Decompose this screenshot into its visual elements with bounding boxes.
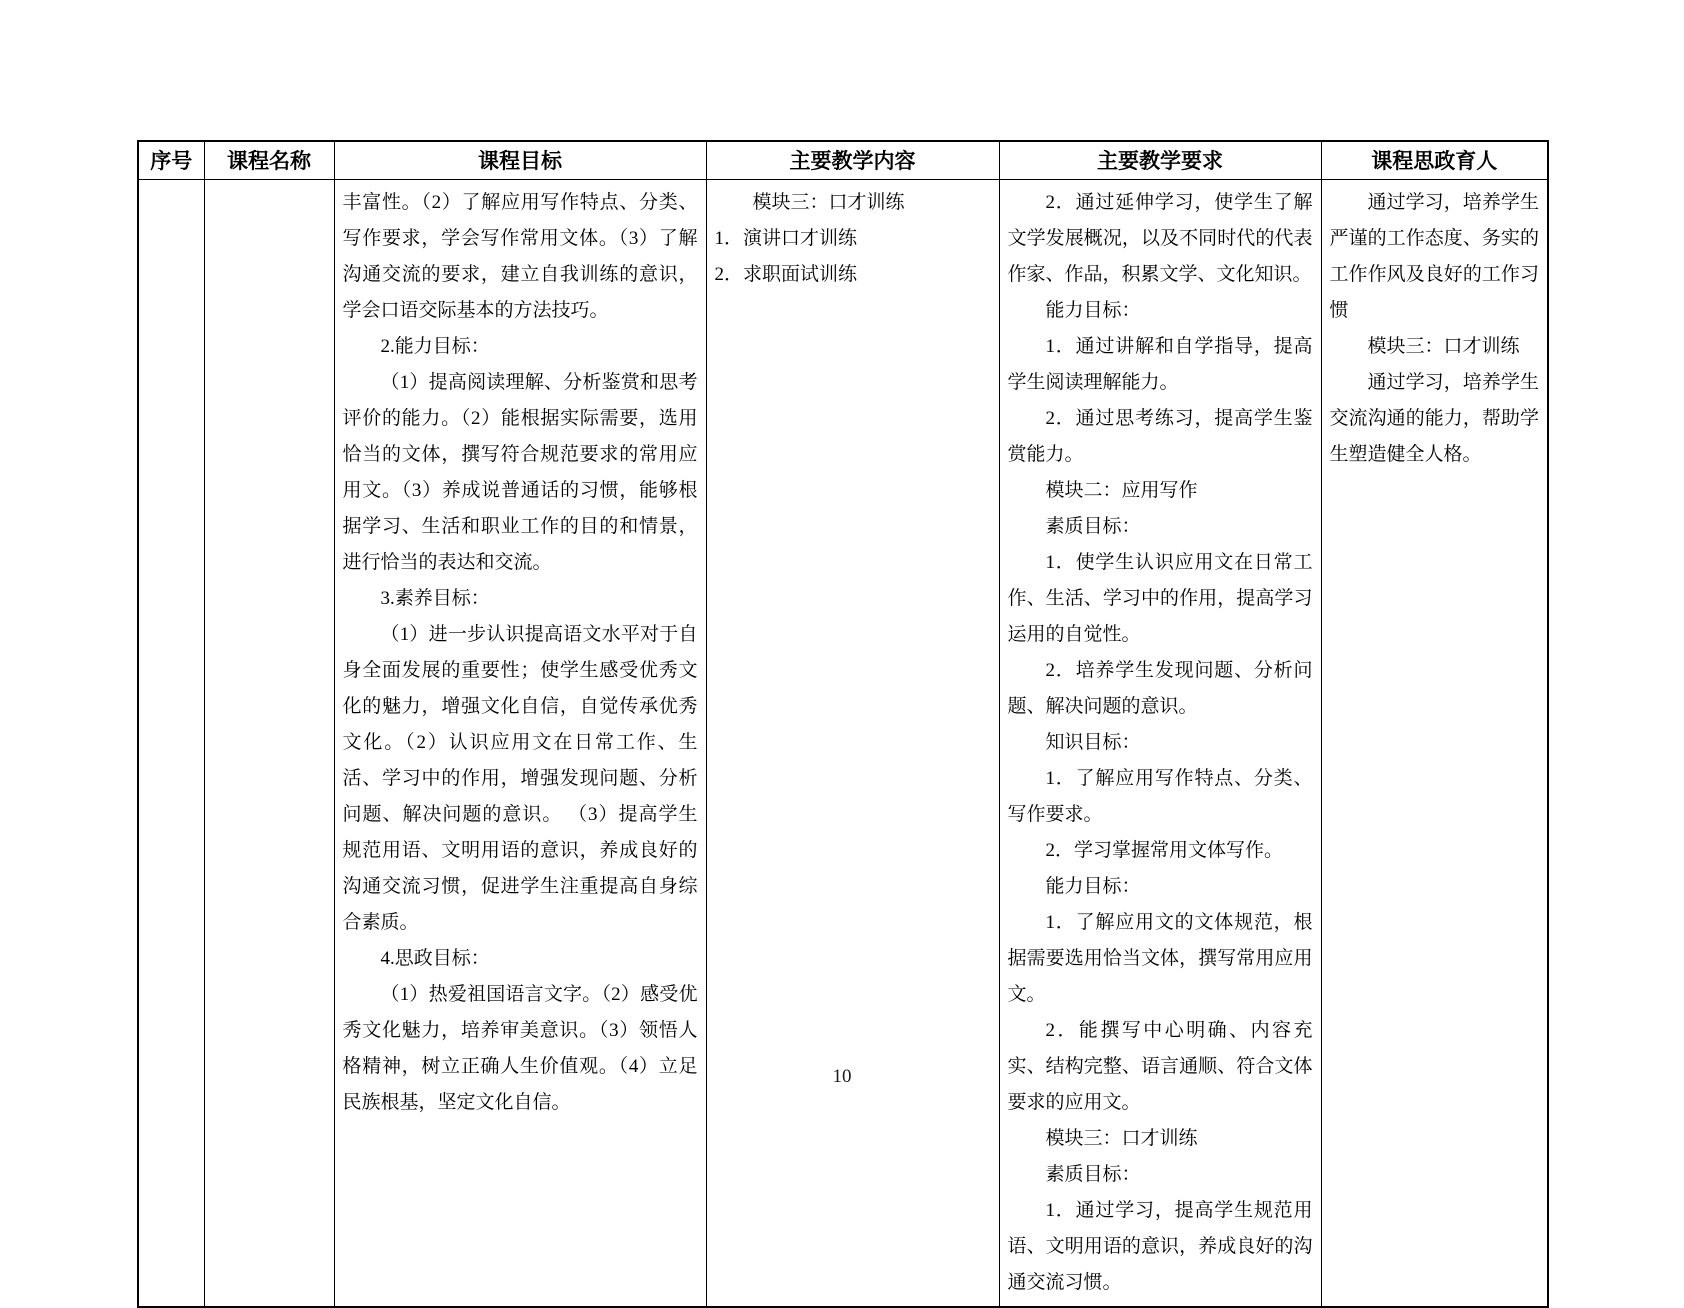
table-row xyxy=(138,179,1548,1307)
cell-course-objectives xyxy=(334,179,706,1307)
cell-serial-number xyxy=(138,179,204,1307)
column-header-ideology-education: 课程思政育人 xyxy=(1321,141,1548,179)
paragraph: 2．能撰写中心明确、内容充实、结构完整、语言通顺、符合文体要求的应用文。 xyxy=(1007,1019,1313,1113)
column-header-teaching-requirements: 主要教学要求 xyxy=(999,141,1321,179)
paragraph: 模块三：口才训练 xyxy=(752,191,905,213)
paragraph: 1．使学生认识应用文在日常工作、生活、学习中的作用，提高学习运用的自觉性。 xyxy=(1007,551,1313,645)
paragraph: 1．通过讲解和自学指导，提高学生阅读理解能力。 xyxy=(1007,335,1313,393)
paragraph: 能力目标： xyxy=(1045,299,1141,321)
paragraph: （1）进一步认识提高语文水平对于自身全面发展的重要性；使学生感受优秀文化的魅力，增强文化自信，自觉传承优秀文化。（2）认识应用文在日常工作、生活、学习中的作用，增强发现问题、分析问题、解决问题的意识。 （3）提高学生规范用语、文明用语的意识，养成良好的沟通交流习惯，促进学生注重提高自身综合素质。 xyxy=(342,623,698,933)
paragraph: 能力目标： xyxy=(1045,875,1141,897)
table-header-row xyxy=(138,141,1548,179)
cell-teaching-content xyxy=(706,179,999,1307)
paragraph: 4.思政目标： xyxy=(380,947,490,969)
paragraph: 知识目标： xyxy=(1045,731,1141,753)
paragraph: 模块三：口才训练 xyxy=(1045,1127,1198,1149)
paragraph: 丰富性。（2）了解应用写作特点、分类、写作要求，学会写作常用文体。（3）了解沟通交流的要求，建立自我训练的意识，学会口语交际基本的方法技巧。 xyxy=(342,191,698,321)
cell-teaching-requirements xyxy=(999,179,1321,1307)
paragraph: 2.能力目标： xyxy=(380,335,490,357)
paragraph: 2．通过思考练习，提高学生鉴赏能力。 xyxy=(1007,407,1313,465)
column-header-course-objectives: 课程目标 xyxy=(334,141,706,179)
column-header-teaching-content: 主要教学内容 xyxy=(706,141,999,179)
paragraph: 2．培养学生发现问题、分析问题、解决问题的意识。 xyxy=(1007,659,1313,717)
page-number: 10 xyxy=(832,1066,852,1087)
paragraph: 素质目标： xyxy=(1045,515,1141,537)
curriculum-table xyxy=(137,140,1549,1308)
paragraph: （1）热爱祖国语言文字。（2）感受优秀文化魅力，培养审美意识。（3）领悟人格精神，树立正确人生价值观。（4）立足民族根基，坚定文化自信。 xyxy=(342,983,698,1113)
paragraph: 1．了解应用写作特点、分类、写作要求。 xyxy=(1007,767,1313,825)
paragraph: 通过学习，培养学生交流沟通的能力，帮助学生塑造健全人格。 xyxy=(1329,371,1539,465)
paragraph: 2．通过延伸学习，使学生了解文学发展概况，以及不同时代的代表作家、作品，积累文学、文化知识。 xyxy=(1007,191,1313,285)
paragraph: 素质目标： xyxy=(1045,1163,1141,1185)
paragraph: 3.素养目标： xyxy=(380,587,490,609)
cell-ideology-education xyxy=(1321,179,1548,1307)
paragraph: （1）提高阅读理解、分析鉴赏和思考评价的能力。（2）能根据实际需要，选用恰当的文体，撰写符合规范要求的常用应用文。（3）养成说普通话的习惯，能够根据学习、生活和职业工作的目的和情景，进行恰当的表达和交流。 xyxy=(342,371,698,573)
paragraph: 1．演讲口才训练 xyxy=(714,227,858,249)
paragraph: 2．学习掌握常用文体写作。 xyxy=(1045,839,1284,861)
paragraph: 模块二：应用写作 xyxy=(1045,479,1198,501)
paragraph: 2．求职面试训练 xyxy=(714,263,858,285)
column-header-course-name: 课程名称 xyxy=(204,141,334,179)
paragraph: 模块三：口才训练 xyxy=(1367,335,1520,357)
paragraph: 1．通过学习，提高学生规范用语、文明用语的意识，养成良好的沟通交流习惯。 xyxy=(1007,1199,1313,1293)
paragraph: 1．了解应用文的文体规范，根据需要选用恰当文体，撰写常用应用文。 xyxy=(1007,911,1313,1005)
column-header-serial-number: 序号 xyxy=(138,141,204,179)
paragraph: 通过学习，培养学生严谨的工作态度、务实的工作作风及良好的工作习惯 xyxy=(1329,191,1539,321)
cell-course-name xyxy=(204,179,334,1307)
